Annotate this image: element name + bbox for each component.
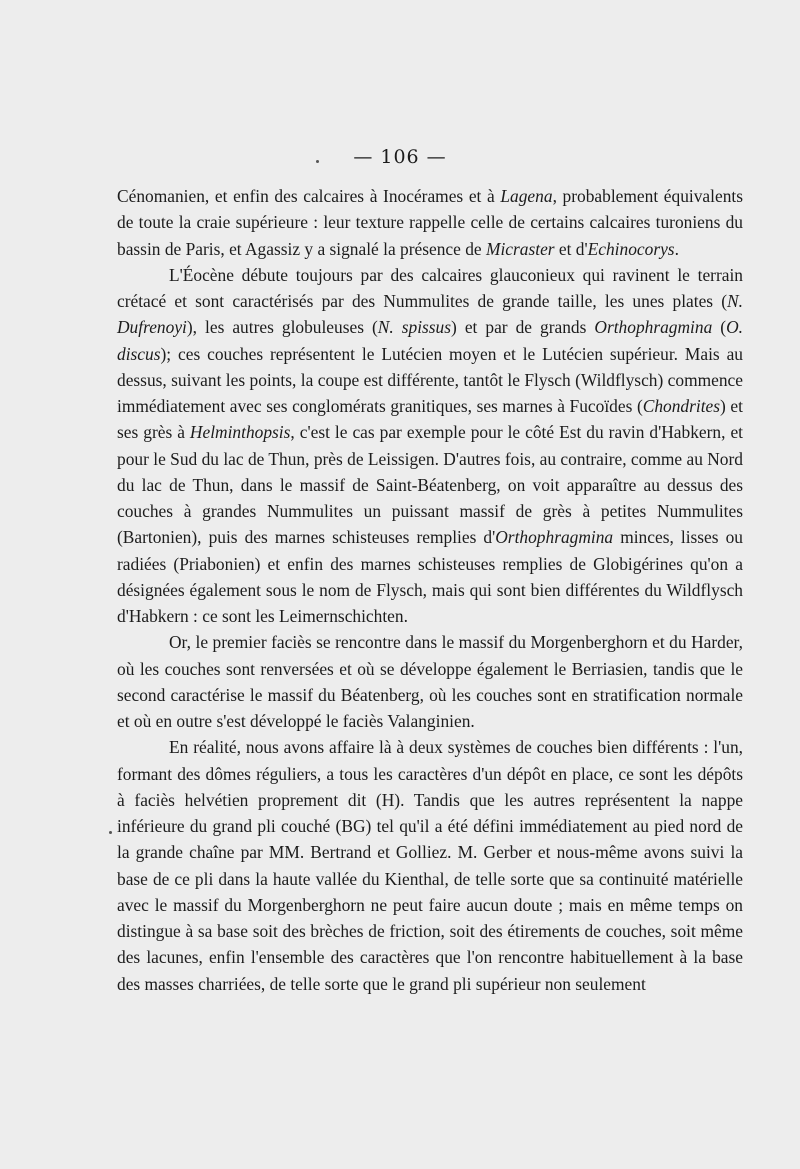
text-run: ); ces couches représentent le Lutécien moyen et le Lutécien supérieur. Mais au dessus, suivant les points, la coupe est différente, tantôt le Flysch (Wildflysch) commence immédiatement avec ses conglomérats granitiques, ses marnes à Fucoïdes ( xyxy=(117,343,743,416)
paragraph xyxy=(117,734,743,997)
text-run: . xyxy=(674,238,679,259)
margin-dot xyxy=(316,160,319,163)
page-number: — 106 — xyxy=(353,146,447,168)
text-run: ) et ses grès à xyxy=(117,396,743,443)
italic-term: Helminthopsis xyxy=(189,422,291,443)
italic-term: Chondrites xyxy=(642,396,721,416)
text-run: Or, le premier faciès se rencontre dans le massif du Morgenberghorn et du Harder, où les couches sont renversées et où se développe également le Berriasien, tandis que le second caractérise le massif du Béatenberg, où les couches sont en stratification normale et où en outre s'est développé le faciès Valanginien. xyxy=(117,632,743,731)
text-run: L'Éocène débute toujours par des calcaires glauconieux qui ravinent le terrain crétacé et sont caractérisés par des Nummulites de grande taille, les unes plates ( xyxy=(117,264,743,311)
italic-term: Orthophragmina xyxy=(495,527,614,548)
paragraph xyxy=(117,262,743,630)
italic-term: O. discus xyxy=(117,317,743,364)
text-run: ), les autres globuleuses ( xyxy=(186,317,378,338)
text-run: et d' xyxy=(554,238,588,259)
margin-dot xyxy=(109,831,112,834)
text-run: , probablement équivalents de toute la craie supérieure : leur texture rappelle celle de certains calcaires turoniens du bassin de Paris, et Agassiz y a signalé la présence de xyxy=(117,186,743,259)
paragraph xyxy=(117,629,743,734)
italic-term: Echinocorys xyxy=(587,238,675,259)
paragraph xyxy=(117,183,743,262)
italic-term: Micraster xyxy=(485,238,555,259)
text-run: ( xyxy=(712,317,727,338)
text-run: , c'est le cas par exemple pour le côté Est du ravin d'Habkern, et pour le Sud du lac de Thun, près de Leissigen. D'autres fois, au contraire, comme au Nord du lac de Thun, dans le massif de Saint-Béatenberg, on voit apparaître au dessus des couches à grandes Nummulites un puissant massif de grès à petites Nummulites (Bartonien), puis des marnes schisteuses remplies d' xyxy=(117,422,743,548)
text-run: ) et par de grands xyxy=(451,317,595,338)
italic-term: N. spissus xyxy=(377,317,452,338)
text-run: Cénomanien, et enfin des calcaires à Inocérames et à xyxy=(117,186,501,206)
italic-term: Lagena xyxy=(500,186,553,206)
italic-term: Orthophragmina xyxy=(594,317,713,338)
text-run: En réalité, nous avons affaire là à deux systèmes de couches bien différents : l'un, formant des dômes réguliers, a tous les caractères d'un dépôt en place, ce sont les dépôts à faciès helvétien proprement dit (H). Tandis que les autres représentent la nappe inférieure du grand pli couché (BG) tel qu'il a été défini immédiatement au pied nord de la grande chaîne par MM. Bertrand et Golliez. M. Gerber et nous-même avons suivi la base de ce pli dans la haute vallée du Kienthal, de telle sorte que sa continuité matérielle avec le massif du Morgenberghorn ne peut faire aucun doute ; mais en même temps on distingue à sa base soit des brèches de friction, soit des étirements de couches, soit même des lacunes, enfin l'ensemble des caractères que l'on rencontre habituellement à la base des masses charriées, de telle sorte que le grand pli supérieur non seulement xyxy=(117,737,743,994)
text-run: minces, lisses ou radiées (Priabonien) et enfin des marnes schisteuses remplies de Globigérines qu'on a désignées également sous le nom de Flysch, mais qui sont bien différentes du Wildflysch d'Habkern : ce sont les Leimernschichten. xyxy=(117,527,743,626)
body-text xyxy=(117,183,743,997)
italic-term: N. Dufrenoyi xyxy=(117,291,743,338)
